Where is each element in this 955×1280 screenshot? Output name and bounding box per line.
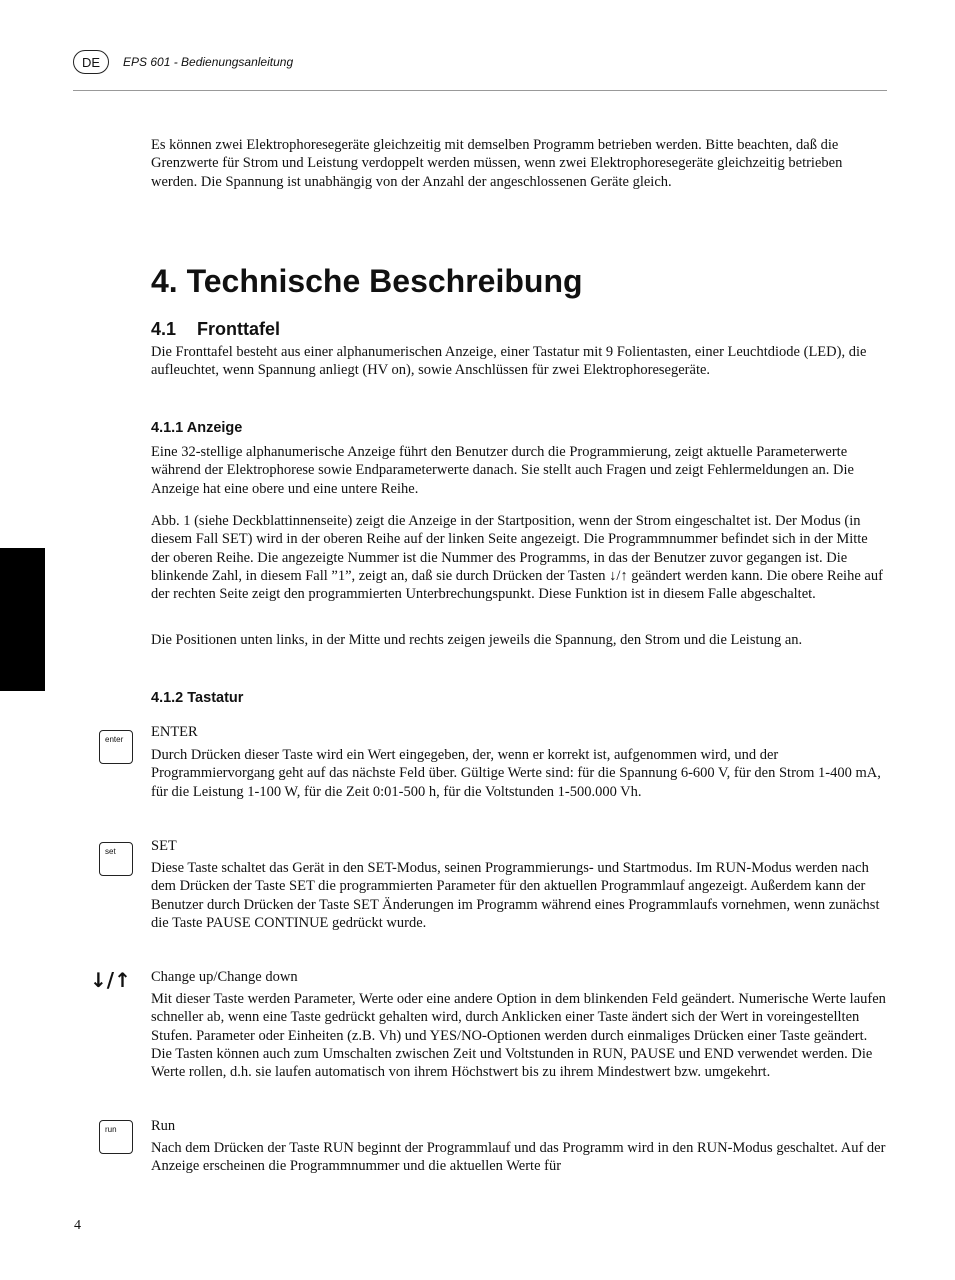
chapter-tab-marker (0, 548, 45, 691)
change-up-down-icon: ↓/↑ (90, 968, 131, 992)
run-key-icon: run (99, 1120, 133, 1154)
section-heading (151, 319, 280, 339)
page-header (73, 50, 887, 94)
anzeige-heading: 4.1.1 Anzeige (151, 420, 243, 436)
chapter-heading: 4. Technische Beschreibung (151, 263, 583, 299)
section-number: 4.1 (151, 319, 177, 339)
change-key-title: Change up/Change down (151, 969, 298, 985)
header-divider (73, 90, 887, 91)
section-paragraph: Die Fronttafel besteht aus einer alphanumerischen Anzeige, einer Tastatur mit 9 Folientasten, einer Leuchtdiode (LED), die aufleuchtet, wenn Spannung anliegt (HV on), sowie Anschlüssen für zwei Elektrophoresegeräte. (151, 344, 867, 379)
enter-key-description: Durch Drücken dieser Taste wird ein Wert eingegeben, der, wenn er korrekt ist, aufgenommen wird, und der Programmiervorgang geht auf das nächste Feld über. Gültige Werte sind: für die Spannung 6-600 V, für den Strom 1-400 mA, für die Leistung 1-100 W, für die Zeit 0:01-500 h, für die Voltstunden 1-500.000 Vh. (151, 747, 881, 800)
document-title: EPS 601 - Bedienungsanleitung (123, 55, 294, 69)
section-title: Fronttafel (197, 319, 280, 339)
enter-key-title: ENTER (151, 724, 198, 740)
intro-paragraph: Es können zwei Elektrophoresegeräte gleichzeitig mit demselben Programm betrieben werden. Bitte beachten, daß die Grenzwerte für Strom und Leistung verdoppelt werden müssen, wenn zwei Elektrophoresegeräte gleichzeitig betrieben werden. Die Spannung ist unabhängig von der Anzahl der angeschlossenen Geräte gleich. (151, 137, 843, 190)
set-key-description: Diese Taste schaltet das Gerät in den SET-Modus, seinen Programmierungs- und Startmodus. Im RUN-Modus werden nach dem Drücken der Taste SET die programmierten Parameter für den aktuellen Programmlauf angezeigt. Außerdem kann der Benutzer durch Drücken der Taste SET Änderungen im Programm während eines Programmlaufs vornehmen, wenn zunächst die Taste PAUSE CONTINUE gedrückt wurde. (151, 860, 880, 931)
tastatur-heading: 4.1.2 Tastatur (151, 690, 244, 706)
anzeige-paragraph-2: Abb. 1 (siehe Deckblattinnenseite) zeigt die Anzeige in der Startposition, wenn der Strom eingeschaltet ist. Der Modus (in diesem Fall SET) wird in der oberen Reihe auf der linken Seite angezeigt. Die Programmnummer befindet sich in der Mitte der oberen Reihe. Die angezeigte Nummer ist die Nummer des Programms, in das der Benutzer zuvor gegangen ist. Die blinkende Zahl, in diesem Fall ”1”, zeigt an, daß sie durch Drücken der Tasten ↓/↑ geändert werden kann. Die obere Reihe auf der rechten Seite zeigt den programmierten Unterbrechungspunkt. Diese Funktion ist in diesem Falle abgeschaltet. (151, 513, 883, 603)
enter-key-icon: enter (99, 730, 133, 764)
set-key-icon: set (99, 842, 133, 876)
language-badge: DE (73, 50, 109, 74)
anzeige-paragraph-1: Eine 32-stellige alphanumerische Anzeige führt den Benutzer durch die Programmierung, zeigt aktuelle Parameterwerte während der Elektrophorese sowie Endparameterwerte danach. Sie stellt auch Fragen und zeigt Fehlermeldungen an. Die Anzeige hat eine obere und eine untere Reihe. (151, 444, 854, 497)
set-key-title: SET (151, 838, 177, 854)
change-key-description: Mit dieser Taste werden Parameter, Werte oder eine andere Option in dem blinkenden Feld geändert. Numerische Werte laufen schneller ab, wenn eine Taste gedrückt gehalten wird, durch Anklicken einer Taste ändert sich der Wert in voreingestellten Stufen. Parameter oder Einheiten (z.B. Vh) und YES/NO-Optionen werden durch einmaliges Drücken einer Taste geändert. Die Tasten können auch zum Umschalten zwischen Zeit und Voltstunden in RUN, PAUSE und END verwendet werden. Die Werte rollen, d.h. sie laufen automatisch von ihrem Höchstwert bis zu ihrem Mindestwert bzw. umgekehrt. (151, 991, 886, 1081)
anzeige-paragraph-3: Die Positionen unten links, in der Mitte und rechts zeigen jeweils die Spannung, den Strom und die Leistung an. (151, 632, 803, 648)
run-key-title: Run (151, 1118, 176, 1134)
page-number: 4 (74, 1218, 81, 1233)
run-key-description: Nach dem Drücken der Taste RUN beginnt der Programmlauf und das Programm wird in den RUN-Modus geschaltet. Auf der Anzeige erscheinen die Programmnummer und die aktuellen Werte für (151, 1140, 886, 1175)
